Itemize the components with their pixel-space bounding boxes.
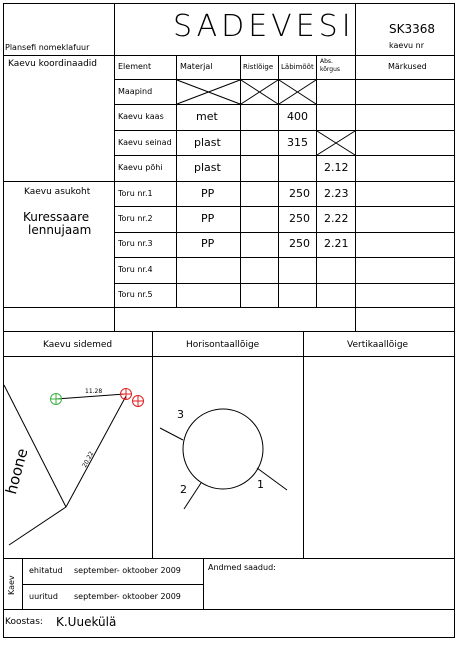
- built-date: september- oktoober 2009: [74, 566, 181, 575]
- diameter-cell: 400: [287, 110, 308, 123]
- material-cell: plast: [194, 136, 221, 149]
- material-cell: plast: [194, 161, 221, 174]
- vertical-header: Vertikaallõige: [347, 340, 409, 350]
- elevation-cell: 2.23: [324, 187, 349, 200]
- nomenclature-label: Plansefi nomeklafuur: [5, 43, 90, 52]
- elevation-cell: 2.21: [324, 237, 349, 250]
- document-title: SADEVESI: [173, 9, 355, 44]
- tie-distance-diagonal: 20.22: [81, 450, 96, 469]
- material-cell: PP: [201, 212, 215, 225]
- built-label: ehitatud: [29, 566, 63, 575]
- diameter-cell: 315: [287, 136, 308, 149]
- building-label: hoone: [2, 446, 32, 497]
- pipe-3-label: 3: [177, 408, 184, 421]
- pipe-1-label: 1: [257, 478, 264, 491]
- horizontal-header: Horisontaallõige: [186, 340, 260, 350]
- material-cell: met: [196, 110, 218, 123]
- diameter-cell: 250: [289, 237, 310, 250]
- well-circle: [183, 409, 263, 489]
- row-label: Kaevu seinad: [118, 138, 172, 147]
- col-element: Element: [118, 62, 152, 71]
- tie-distance-top: 11.28: [85, 388, 103, 395]
- col-diameter: Läbimõõt: [281, 63, 314, 71]
- col-notes: Märkused: [388, 62, 427, 71]
- row-label: Toru nr.1: [118, 189, 153, 198]
- surveyed-date: september- oktoober 2009: [74, 592, 181, 601]
- row-label: Maapind: [118, 87, 153, 96]
- author-name: K.Uuekülä: [56, 615, 117, 629]
- row-label: Kaevu põhi: [118, 163, 163, 172]
- row-label: Toru nr.5: [118, 290, 153, 299]
- elevation-cell: 2.12: [324, 161, 349, 174]
- data-received-label: Andmed saadud:: [208, 563, 276, 572]
- col-section: Ristlõige: [243, 63, 274, 71]
- col-material: Materjal: [180, 62, 213, 71]
- diameter-cell: 250: [289, 187, 310, 200]
- location-label: Kaevu asukoht: [24, 187, 91, 197]
- row-label: Toru nr.4: [118, 265, 153, 274]
- well-number-caption: kaevu nr: [389, 41, 425, 50]
- location-line2: lennujaam: [28, 223, 92, 237]
- elevation-cell: 2.22: [324, 212, 349, 225]
- col-elevation: Abs. kõrgus: [320, 58, 341, 73]
- material-cell: PP: [201, 237, 215, 250]
- row-label: Kaevu kaas: [118, 112, 164, 121]
- footer-side-label: Kaev: [7, 575, 16, 595]
- well-number: SK3368: [389, 22, 436, 36]
- ties-header: Kaevu sidemed: [43, 340, 113, 350]
- pipe-2-label: 2: [180, 483, 187, 496]
- author-label: Koostas:: [5, 617, 43, 627]
- row-label: Toru nr.3: [118, 239, 153, 248]
- surveyed-label: uuritud: [29, 592, 58, 601]
- diameter-cell: 250: [289, 212, 310, 225]
- row-label: Toru nr.2: [118, 214, 153, 223]
- coordinates-label: Kaevu koordinaadid: [8, 59, 98, 69]
- location-line1: Kuressaare: [23, 210, 90, 224]
- material-cell: PP: [201, 187, 215, 200]
- pipe-3-line: [160, 428, 183, 440]
